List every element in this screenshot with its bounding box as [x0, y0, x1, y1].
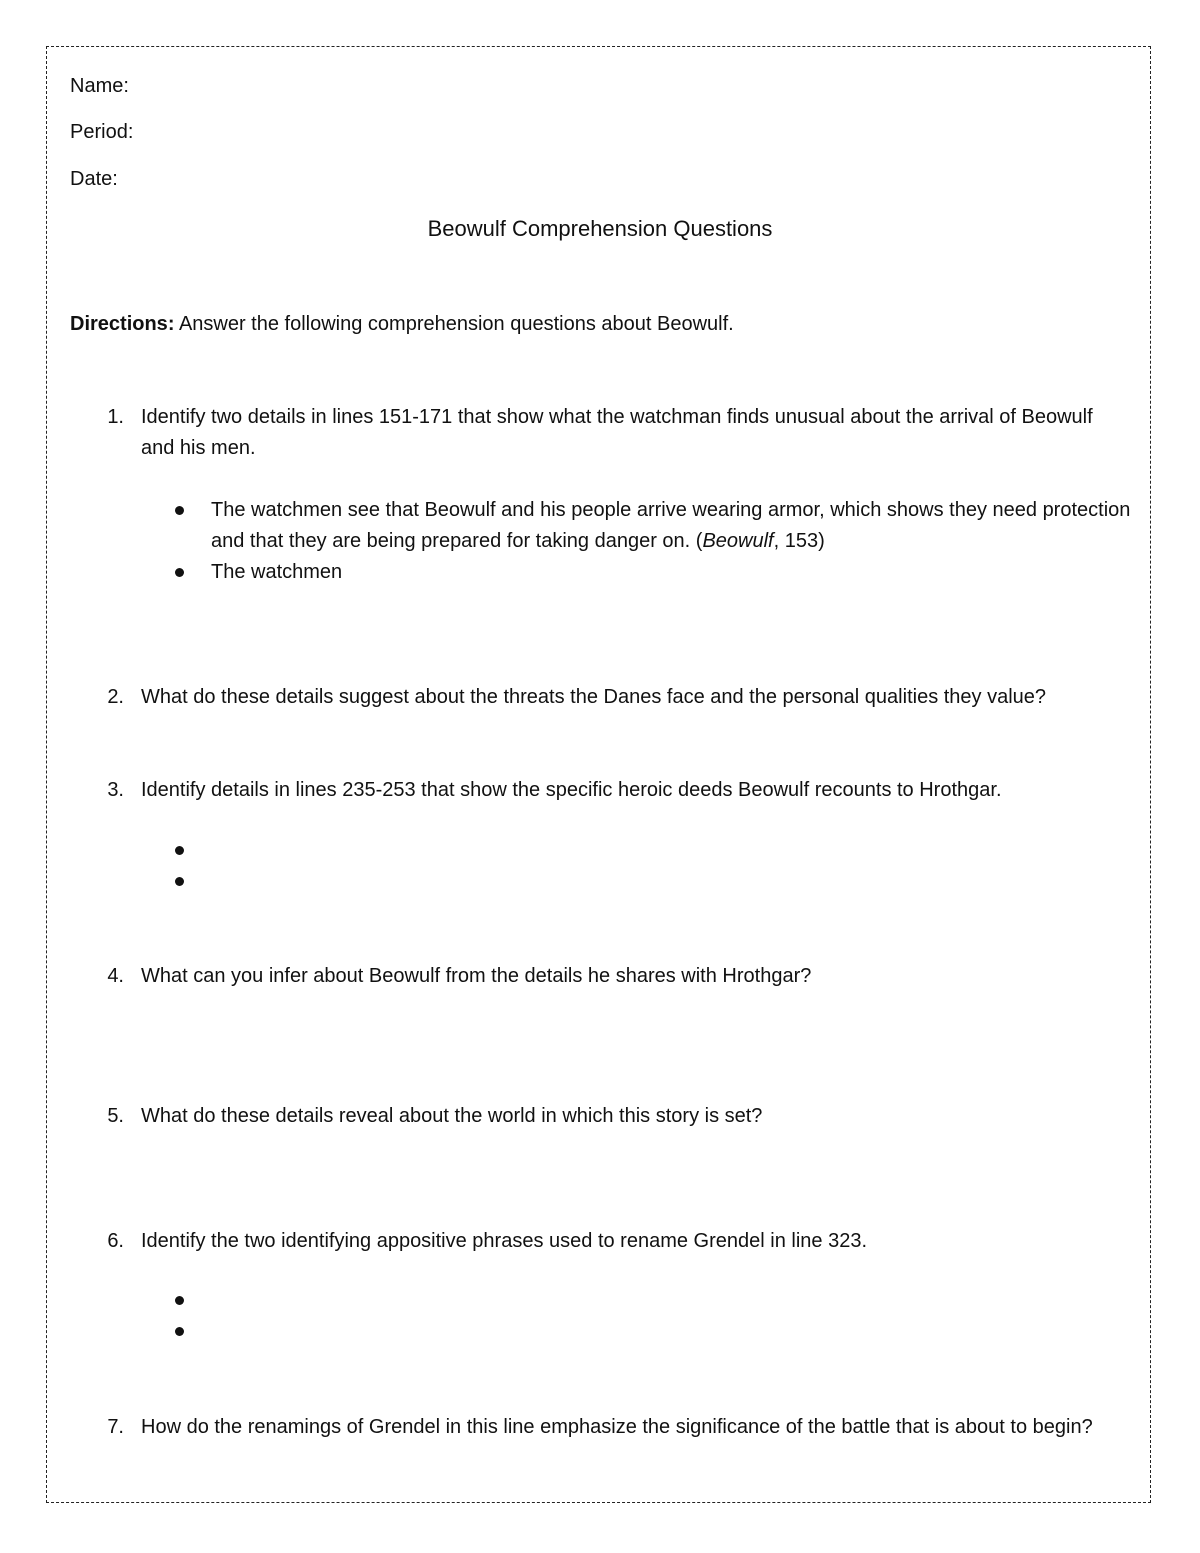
period-label: Period: — [70, 121, 134, 143]
directions-text: Answer the following comprehension questions about Beowulf. — [174, 313, 734, 335]
question-3-number: 3. — [107, 779, 124, 801]
date-label: Date: — [70, 168, 118, 190]
directions-label: Directions — [70, 313, 168, 335]
answer-text: The watchmen see that Beowulf and his people arrive wearing armor, which shows they need protection and that they are being prepared for taking danger on. ( — [211, 499, 1131, 552]
question-5-text: What do these details reveal about the world in which this story is set? — [141, 1105, 763, 1127]
bullet-icon — [175, 1327, 184, 1336]
bullet-icon — [175, 1296, 184, 1305]
page-title: Beowulf Comprehension Questions — [427, 216, 773, 241]
question-6-number: 6. — [107, 1230, 124, 1252]
directions — [70, 309, 734, 340]
answer-citation-line: , 153) — [773, 530, 825, 552]
answer-text: The watchmen — [211, 561, 343, 583]
question-2-text: What do these details suggest about the threats the Danes face and the personal qualities they value? — [141, 686, 1047, 708]
bullet-icon — [175, 568, 184, 577]
question-1-number: 1. — [107, 406, 124, 428]
question-3-text: Identify details in lines 235-253 that show the specific heroic deeds Beowulf recounts to Hrothgar. — [141, 779, 1002, 801]
question-5-number: 5. — [107, 1105, 124, 1127]
question-4-text: What can you infer about Beowulf from the details he shares with Hrothgar? — [141, 965, 812, 987]
directions-colon: : — [167, 313, 175, 335]
question-1-answer-2[interactable] — [211, 557, 1131, 588]
bullet-icon — [175, 877, 184, 886]
question-2-number: 2. — [107, 686, 124, 708]
question-4-number: 4. — [107, 965, 124, 987]
question-7-number: 7. — [107, 1416, 124, 1438]
name-label: Name: — [70, 75, 129, 97]
answer-citation-title: Beowulf — [702, 530, 774, 552]
question-6-text: Identify the two identifying appositive phrases used to rename Grendel in line 323. — [141, 1230, 867, 1252]
question-7-text: How do the renamings of Grendel in this line emphasize the significance of the battle that is about to begin? — [141, 1416, 1093, 1438]
bullet-icon — [175, 846, 184, 855]
question-1-answer-1[interactable] — [211, 495, 1131, 557]
question-1-text: Identify two details in lines 151-171 that show what the watchman finds unusual about the arrival of Beowulf and his men. — [141, 406, 1093, 459]
bullet-icon — [175, 506, 184, 515]
